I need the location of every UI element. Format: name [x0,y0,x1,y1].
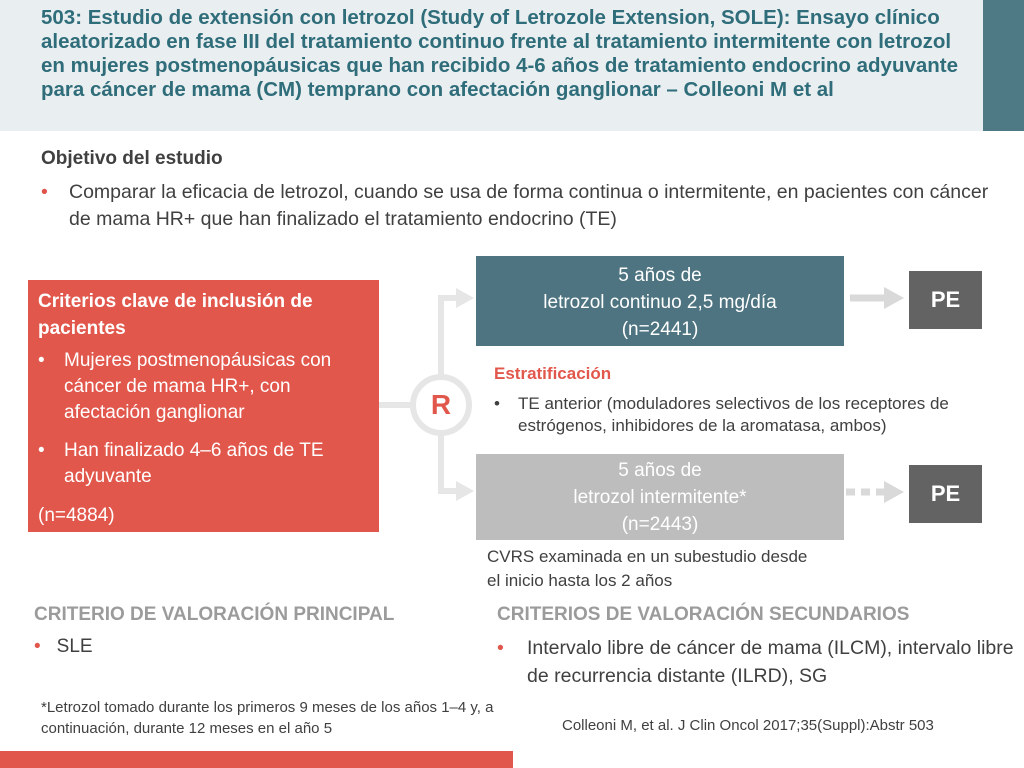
footnote: *Letrozol tomado durante los primeros 9 meses de los años 1–4 y, a continuación, durante 12 meses en el año 5 [41,699,494,737]
bullet-icon: • [494,394,500,413]
stratification-text [494,393,1004,437]
primary-endpoint-text: SLE [56,636,93,657]
arm-line: 5 años de [618,265,702,286]
stratification-bullet-text: TE anterior (moduladores selectivos de los receptores de estrógenos, inhibidores de la aromatasa, ambos) [518,394,949,435]
bullet-icon: • [41,181,48,203]
arrow-head-icon [456,288,474,308]
criteria-n: (n=4884) [38,505,115,526]
arrow-head-icon [456,481,474,501]
primary-endpoint-item [34,636,93,658]
primary-endpoint-heading: CRITERIO DE VALORACIÓN PRINCIPAL [34,604,395,625]
criteria-item-text: Han finalizado 4–6 años de TE adyuvante [64,440,324,487]
criteria-item [38,348,373,426]
arrow-head-icon [884,287,904,309]
criteria-item [38,438,373,490]
objective-bullet-text: Comparar la eficacia de letrozol, cuando se usa de forma continua o intermitente, en pacientes con cáncer de mama HR+ que han finalizado el tratamiento endocrino (TE) [69,181,989,230]
arm-line: 5 años de [618,460,702,481]
secondary-endpoint-item [497,634,1024,690]
slide-title: 503: Estudio de extensión con letrozol (Study of Letrozole Extension, SOLE): Ensayo clínico aleatorizado en fase III del tratamiento continuo frente al tratamiento intermitente con letrozol en mujeres postmenopáusicas que han recibido 4-6 años de tratamiento endocrino adyuvante para cáncer de mama (CM) temprano con afectación ganglionar – Colleoni M et al [41,6,959,101]
arm-n: (n=2441) [621,319,699,340]
continuous-arm-box [476,256,844,346]
inclusion-criteria-box [28,280,379,532]
endpoint-box-continuous: PE [909,271,982,329]
citation: Colleoni M, et al. J Clin Oncol 2017;35(Suppl):Abstr 503 [562,717,934,734]
bullet-icon: • [38,350,45,371]
inclusion-criteria-heading: Criterios clave de inclusión de pacientes [38,291,313,339]
secondary-endpoint-text: Intervalo libre de cáncer de mama (ILCM), intervalo libre de recurrencia distante (ILRD), SG [527,637,1014,687]
arrow-head-icon [884,481,904,503]
arm-line: letrozol intermitente* [573,487,747,508]
bullet-icon: • [34,636,41,657]
secondary-endpoints-heading: CRITERIOS DE VALORACIÓN SECUNDARIOS [497,604,910,625]
intermittent-arm-box [476,454,844,540]
qol-substudy-note: CVRS examinada en un subestudio desde el inicio hasta los 2 años [487,547,808,590]
objective-heading: Objetivo del estudio [41,148,223,169]
criteria-item-text: Mujeres postmenopáusicas con cáncer de mama HR+, con afectación ganglionar [64,350,332,423]
bottom-accent-bar [0,751,513,768]
arm-n: (n=2443) [621,514,699,535]
stratification-heading: Estratificación [494,364,612,383]
randomization-label: R [430,389,452,420]
bullet-icon: • [38,440,45,461]
endpoint-box-intermittent: PE [909,465,982,523]
bullet-icon: • [497,637,504,659]
arm-line: letrozol continuo 2,5 mg/día [543,292,777,313]
